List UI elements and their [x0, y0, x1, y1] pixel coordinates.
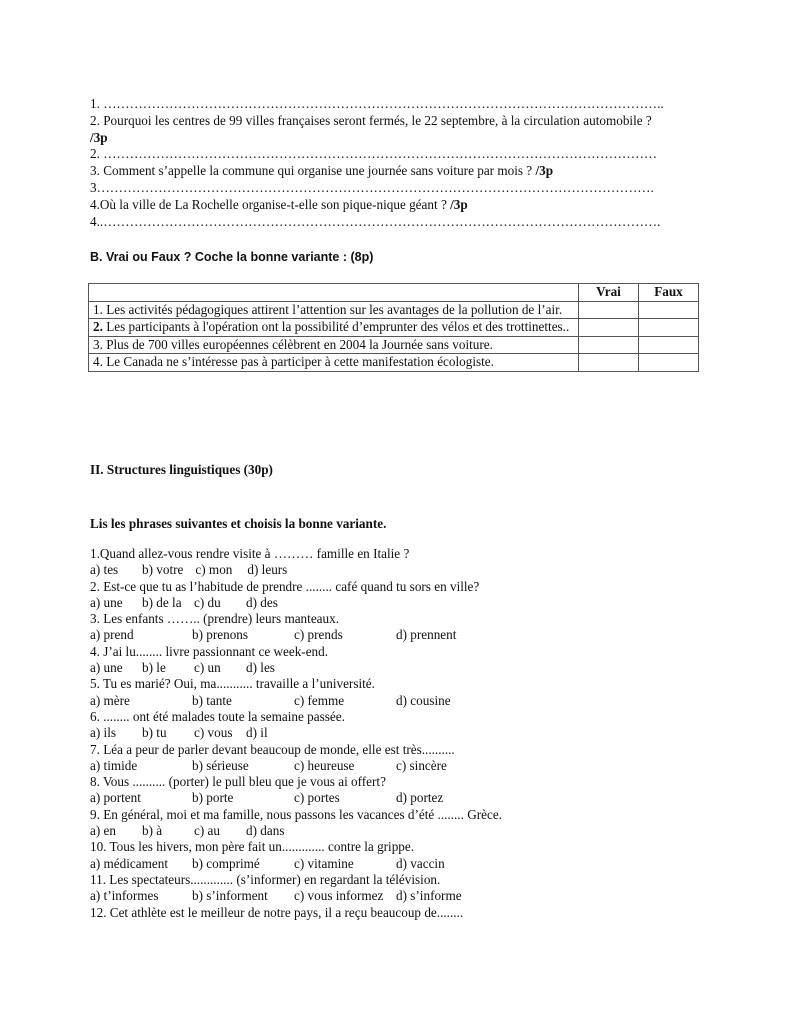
question-text: 10. Tous les hivers, mon père fait un............. contre la grippe.	[90, 839, 415, 855]
statement-text: Le Canada ne s’intéresse pas à participer à cette manifestation écologiste.	[102, 354, 494, 369]
vrai-checkbox-cell[interactable]	[579, 301, 639, 319]
question-text: 4. J’ai lu........ livre passionnant ce week-end.	[90, 643, 329, 659]
part-a-line	[90, 214, 700, 231]
vrai-checkbox-cell[interactable]	[579, 354, 639, 372]
option[interactable]: c) du	[194, 594, 221, 610]
option[interactable]: a) tes	[90, 562, 119, 578]
option[interactable]: a) portent	[90, 790, 141, 806]
option[interactable]: a) médicament	[90, 855, 168, 871]
question-options	[90, 823, 700, 839]
statement	[89, 354, 579, 372]
statement-text: Les participants à l'opération ont la possibilité d’emprunter des vélos et des trottinettes..	[102, 319, 570, 334]
option[interactable]: b) s’informent	[192, 888, 268, 904]
question-options	[90, 660, 700, 676]
option[interactable]: b) votre	[142, 562, 184, 578]
faux-checkbox-cell[interactable]	[639, 336, 699, 354]
option[interactable]: d) cousine	[396, 692, 451, 708]
statement-number: 4.	[93, 354, 103, 369]
option[interactable]: d) portez	[396, 790, 444, 806]
table-row	[89, 336, 699, 354]
option[interactable]: c) vitamine	[294, 855, 354, 871]
question-text: 9. En général, moi et ma famille, nous passons les vacances d’été ........ Grèce.	[90, 806, 502, 822]
question-options	[90, 758, 700, 774]
question-list	[90, 546, 700, 921]
points-label: /3p	[90, 129, 108, 145]
option[interactable]: c) femme	[294, 692, 345, 708]
part-a-line	[90, 146, 700, 163]
option[interactable]: a) timide	[90, 757, 138, 773]
question-options	[90, 856, 700, 872]
line-text: 4..……………………………………………………………………………………………………………….	[90, 213, 661, 229]
statement-number: 1.	[93, 301, 103, 317]
option[interactable]: d) vaccin	[396, 855, 445, 871]
statement-number: 3.	[93, 336, 103, 352]
option[interactable]: a) ils	[90, 725, 117, 741]
option[interactable]: a) prend	[90, 627, 134, 643]
points-label: /3p	[450, 196, 468, 212]
option[interactable]: a) en	[90, 823, 116, 839]
question-text: 5. Tu es marié? Oui, ma........... travaille a l’université.	[90, 676, 375, 692]
points-label: /3p	[535, 163, 554, 179]
part-a-line	[90, 130, 700, 147]
true-false-table	[88, 283, 699, 372]
option[interactable]: b) prenons	[192, 627, 249, 643]
part-a-questions	[90, 96, 700, 230]
question-options	[90, 627, 700, 643]
question-text: 2. Est-ce que tu as l’habitude de prendre ........ café quand tu sors en ville?	[90, 578, 480, 594]
option[interactable]: d) des	[246, 594, 278, 610]
option[interactable]: c) vous informez	[294, 888, 384, 904]
option[interactable]: d) leurs	[247, 562, 288, 578]
faux-header: Faux	[639, 284, 699, 302]
option[interactable]: b) le	[142, 660, 166, 676]
option[interactable]: c) heureuse	[294, 757, 355, 773]
option[interactable]: a) mère	[90, 692, 130, 708]
option[interactable]: b) tante	[192, 692, 232, 708]
question-text: 12. Cet athlète est le meilleur de notre pays, il a reçu beaucoup de........	[90, 904, 464, 920]
option[interactable]: b) de la	[142, 594, 182, 610]
option[interactable]: c) prends	[294, 627, 343, 643]
question-text: 1.Quand allez-vous rendre visite à ……… famille en Italie ?	[90, 546, 410, 561]
question-options	[90, 562, 700, 578]
line-text: 2. ………………………………………………………………………………………………………………	[90, 146, 658, 162]
faux-checkbox-cell[interactable]	[639, 354, 699, 372]
option[interactable]: c) vous	[194, 725, 233, 741]
statement	[89, 301, 579, 319]
line-text: 4.Où la ville de La Rochelle organise-t-elle son pique-nique géant ?	[90, 196, 451, 212]
question-options	[90, 693, 700, 709]
table-row	[89, 354, 699, 372]
question-text: 6. ........ ont été malades toute la semaine passée.	[90, 708, 345, 724]
option[interactable]: c) au	[194, 823, 220, 839]
option[interactable]: b) à	[142, 823, 163, 839]
statement-number: 2.	[93, 319, 103, 334]
question-text: 7. Léa a peur de parler devant beaucoup de monde, elle est très..........	[90, 741, 455, 757]
line-text: 3……………………………………………………………………………………………………………….	[90, 179, 654, 195]
statement-text: Plus de 700 villes européennes célèbrent en 2004 la Journée sans voiture.	[102, 336, 493, 352]
statement	[89, 336, 579, 354]
option[interactable]: d) il	[246, 725, 268, 741]
option[interactable]: a) t’informes	[90, 888, 159, 904]
option[interactable]: d) s’informe	[396, 888, 462, 904]
option[interactable]: b) porte	[192, 790, 234, 806]
line-text: 1. ………………………………………………………………………………………………………………..	[90, 96, 664, 111]
question-text: 3. Les enfants …….. (prendre) leurs manteaux.	[90, 611, 340, 627]
option[interactable]: c) mon	[195, 562, 233, 578]
question-text: 11. Les spectateurs............. (s’informer) en regardant la télévision.	[90, 871, 441, 887]
option[interactable]: b) sérieuse	[192, 757, 249, 773]
part-a-line	[90, 96, 700, 113]
part-b-heading: B. Vrai ou Faux ? Coche la bonne variante : (8p)	[90, 250, 374, 264]
part-a-line	[90, 163, 700, 180]
line-text: 3. Comment s’appelle la commune qui organise une journée sans voiture par mois ?	[90, 163, 536, 179]
vrai-checkbox-cell[interactable]	[579, 319, 639, 337]
part-a-line	[90, 113, 700, 130]
option[interactable]: d) les	[246, 660, 275, 676]
table-row	[89, 319, 699, 337]
option[interactable]: c) sincère	[396, 757, 447, 773]
part-a-line	[90, 180, 700, 197]
vrai-header: Vrai	[579, 284, 639, 302]
question-options	[90, 595, 700, 611]
option[interactable]: c) portes	[294, 790, 340, 806]
statement-header	[89, 284, 579, 302]
option[interactable]: a) une	[90, 594, 123, 610]
part-a-line	[90, 197, 700, 214]
statement	[89, 319, 579, 337]
option[interactable]: d) dans	[246, 823, 285, 839]
option[interactable]: a) une	[90, 660, 123, 676]
line-text: 2. Pourquoi les centres de 99 villes françaises seront fermés, le 22 septembre, à la circulation automobile ?	[90, 112, 652, 128]
option[interactable]: c) un	[194, 660, 221, 676]
option[interactable]: d) prennent	[396, 627, 457, 643]
question-options	[90, 888, 700, 904]
section-ii-heading: II. Structures linguistiques (30p)	[90, 462, 273, 477]
faux-checkbox-cell[interactable]	[639, 319, 699, 337]
question-options	[90, 790, 700, 806]
question-options	[90, 725, 700, 741]
option[interactable]: b) comprimé	[192, 855, 260, 871]
faux-checkbox-cell[interactable]	[639, 301, 699, 319]
vrai-checkbox-cell[interactable]	[579, 336, 639, 354]
table-row	[89, 301, 699, 319]
question-text: 8. Vous .......... (porter) le pull bleu que je vous ai offert?	[90, 774, 386, 790]
instruction: Lis les phrases suivantes et choisis la bonne variante.	[90, 516, 387, 531]
option[interactable]: b) tu	[142, 725, 167, 741]
statement-text: Les activités pédagogiques attirent l’attention sur les avantages de la pollution de l’air.	[102, 301, 563, 317]
